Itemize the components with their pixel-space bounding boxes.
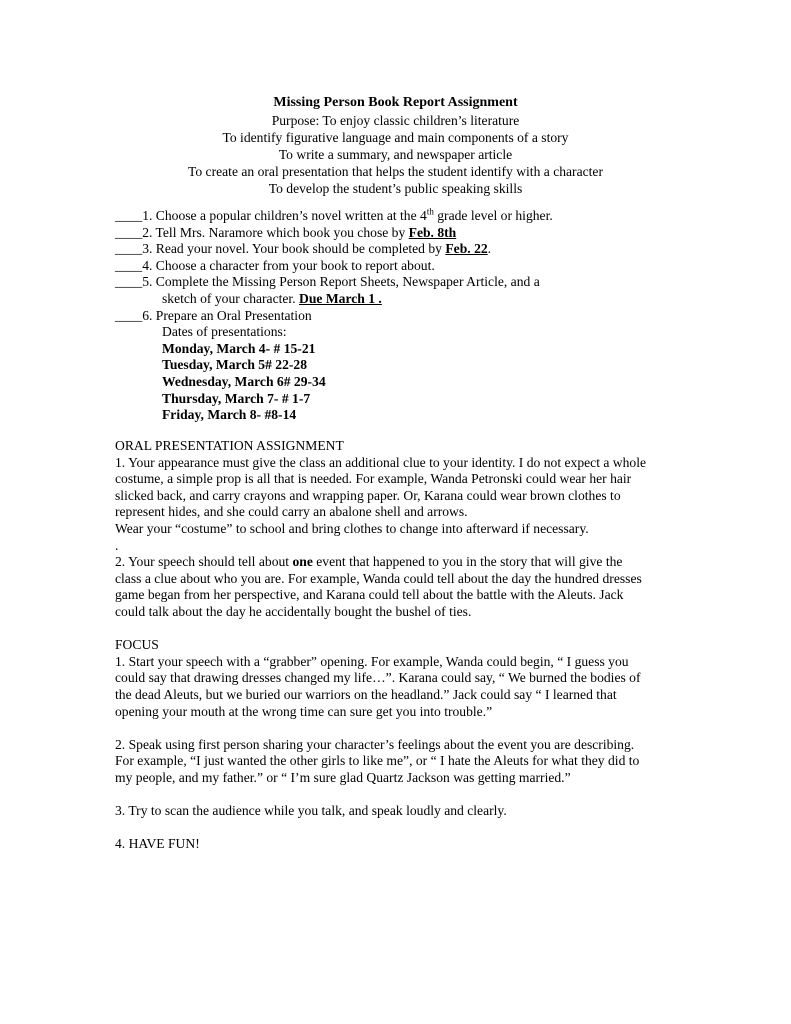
paragraph-line: my people, and my father.” or “ I’m sure glad Quartz Jackson was getting married.” — [115, 769, 571, 785]
paragraph-line: represent hides, and she could carry an abalone shell and arrows. — [115, 504, 468, 520]
due-date-feb-22: Feb. 22 — [445, 241, 488, 257]
step-6: ____6. Prepare an Oral Presentation — [115, 307, 312, 323]
step-5-continued: sketch of your character. Due March 1 . — [162, 290, 382, 306]
paragraph-line: Wear your “costume” to school and bring clothes to change into afterward if necessary. — [115, 520, 589, 536]
due-date-march-1: Due March 1 . — [299, 290, 382, 306]
paragraph-line: 2. Your speech should tell about one event that happened to you in the story that will give the — [115, 554, 623, 570]
blank-line — [115, 820, 685, 837]
presentation-date: Wednesday, March 6# 29-34 — [162, 373, 326, 389]
paragraph-line: game began from her perspective, and Karana could tell about the battle with the Aleuts. Jack — [115, 587, 624, 603]
section-heading: ORAL PRESENTATION ASSIGNMENT — [115, 438, 344, 453]
paragraph-line: 1. Start your speech with a “grabber” opening. For example, Wanda could begin, “ I guess you — [115, 653, 629, 669]
presentation-date: Thursday, March 7- # 1-7 — [162, 390, 311, 406]
due-date-feb-8: Feb. 8th — [408, 224, 457, 240]
step-5: ____5. Complete the Missing Person Report Sheets, Newspaper Article, and a — [115, 274, 540, 290]
paragraph-line: could say that drawing dresses changed my life…”. Karana could say, “ We burned the bodies of — [115, 670, 641, 686]
paragraph-line: 1. Your appearance must give the class an additional clue to your identity. I do not expect a whole — [115, 454, 647, 470]
step-3: ____3. Read your novel. Your book should be completed by Feb. 22. — [115, 241, 492, 257]
paragraph-line: 3. Try to scan the audience while you talk, and speak loudly and clearly. — [115, 803, 507, 819]
emphasis-one: one — [292, 554, 313, 570]
purpose-line: To identify figurative language and main components of a story — [222, 130, 569, 145]
paragraph-line: slicked back, and carry crayons and wrapping paper. Or, Karana could wear brown clothes to — [115, 487, 621, 503]
presentation-date: Friday, March 8- #8-14 — [162, 407, 297, 423]
blank-line — [115, 621, 685, 638]
paragraph-line: the dead Aleuts, but we buried our warriors on the headland.” Jack could say “ I learned that — [115, 686, 617, 702]
blank-line — [115, 786, 685, 803]
paragraph-line: 4. HAVE FUN! — [115, 836, 200, 852]
purpose-block — [0, 112, 791, 197]
paragraph-line: For example, “I just wanted the other girls to like me”, or “ I hate the Aleuts for what they did to — [115, 753, 640, 769]
purpose-line: To create an oral presentation that helps the student identify with a character — [187, 164, 603, 179]
step-4: ____4. Choose a character from your book to report about. — [115, 257, 435, 273]
paragraph-line: 2. Speak using first person sharing your character’s feelings about the event you are describing. — [115, 736, 635, 752]
purpose-line: To write a summary, and newspaper article — [278, 147, 513, 162]
oral-presentation-section — [115, 438, 685, 853]
dates-label: Dates of presentations: — [162, 324, 287, 340]
paragraph-line: class a clue about who you are. For example, Wanda could tell about the day the hundred dresses — [115, 570, 642, 586]
purpose-line: To develop the student’s public speaking skills — [268, 181, 523, 196]
presentation-date: Monday, March 4- # 15-21 — [162, 340, 316, 356]
paragraph-line: could talk about the day he accidentally bought the bushel of ties. — [115, 603, 472, 619]
steps-list — [115, 208, 755, 424]
purpose-line: Purpose: To enjoy classic children’s literature — [271, 113, 520, 128]
blank-line — [115, 720, 685, 737]
section-heading: FOCUS — [115, 637, 159, 653]
document-title: Missing Person Book Report Assignment — [273, 95, 518, 110]
paragraph-line: opening your mouth at the wrong time can sure get you into trouble.” — [115, 703, 493, 719]
step-2: ____2. Tell Mrs. Naramore which book you chose by Feb. 8th — [115, 224, 457, 240]
paragraph-line: . — [115, 537, 119, 553]
paragraph-line: costume, a simple prop is all that is needed. For example, Wanda Petronski could wear her hair — [115, 471, 632, 487]
step-1: ____1. Choose a popular children’s novel written at the 4th grade level or higher. — [115, 206, 553, 223]
presentation-date: Tuesday, March 5# 22-28 — [162, 357, 308, 373]
